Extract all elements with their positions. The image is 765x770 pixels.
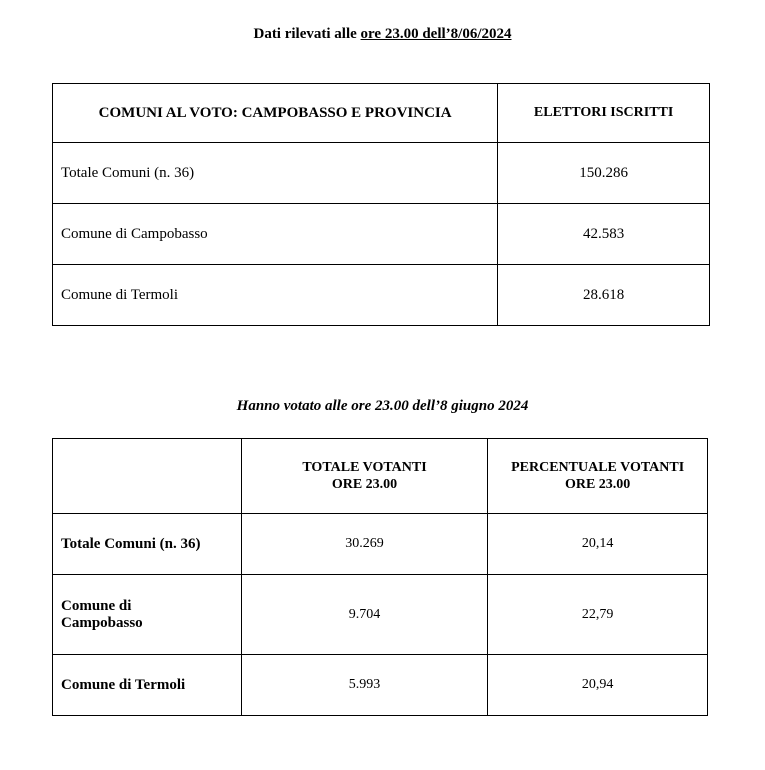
header-time: ore 23.00 dell’8/06/2024 bbox=[360, 26, 512, 42]
header-line: PERCENTUALE VOTANTI bbox=[511, 460, 685, 475]
column-header-empty bbox=[53, 439, 242, 514]
row-label: Comune di Campobasso bbox=[53, 204, 498, 265]
row-label bbox=[53, 514, 242, 575]
column-header-comuni: COMUNI AL VOTO: CAMPOBASSO E PROVINCIA bbox=[53, 84, 498, 143]
table-header-row bbox=[53, 84, 710, 143]
column-header-elettori: ELETTORI ISCRITTI bbox=[498, 84, 710, 143]
table-header-row bbox=[53, 439, 708, 514]
row-value: 28.618 bbox=[498, 265, 710, 326]
document-header bbox=[0, 26, 765, 43]
row-label: Totale Comuni (n. 36) bbox=[53, 143, 498, 204]
row-value: 150.286 bbox=[498, 143, 710, 204]
row-votanti: 5.993 bbox=[241, 655, 488, 716]
row-label: Comune di Termoli bbox=[53, 265, 498, 326]
label-line: Campobasso bbox=[61, 614, 143, 631]
label-line: Comune di bbox=[61, 597, 132, 614]
column-header-totale-votanti bbox=[241, 439, 488, 514]
row-percentuale: 20,14 bbox=[488, 514, 708, 575]
row-label bbox=[53, 575, 242, 655]
label-line: Comune di Termoli bbox=[61, 676, 186, 693]
header-line: ORE 23.00 bbox=[564, 477, 631, 492]
header-line: ORE 23.00 bbox=[331, 477, 398, 492]
registered-voters-table bbox=[52, 83, 710, 326]
row-label bbox=[53, 655, 242, 716]
table-row bbox=[53, 265, 710, 326]
row-percentuale: 20,94 bbox=[488, 655, 708, 716]
row-votanti: 9.704 bbox=[241, 575, 488, 655]
row-percentuale: 22,79 bbox=[488, 575, 708, 655]
header-line: TOTALE VOTANTI bbox=[302, 460, 427, 475]
table-row bbox=[53, 575, 708, 655]
header-prefix: Dati rilevati alle bbox=[253, 26, 361, 42]
table-row bbox=[53, 143, 710, 204]
table-row bbox=[53, 655, 708, 716]
table-row bbox=[53, 204, 710, 265]
column-header-percentuale-votanti bbox=[488, 439, 708, 514]
turnout-subtitle: Hanno votato alle ore 23.00 dell’8 giugno 2024 bbox=[236, 398, 529, 414]
row-votanti: 30.269 bbox=[241, 514, 488, 575]
table-row bbox=[53, 514, 708, 575]
row-value: 42.583 bbox=[498, 204, 710, 265]
label-line: Totale Comuni (n. 36) bbox=[61, 535, 201, 552]
turnout-table bbox=[52, 438, 708, 716]
